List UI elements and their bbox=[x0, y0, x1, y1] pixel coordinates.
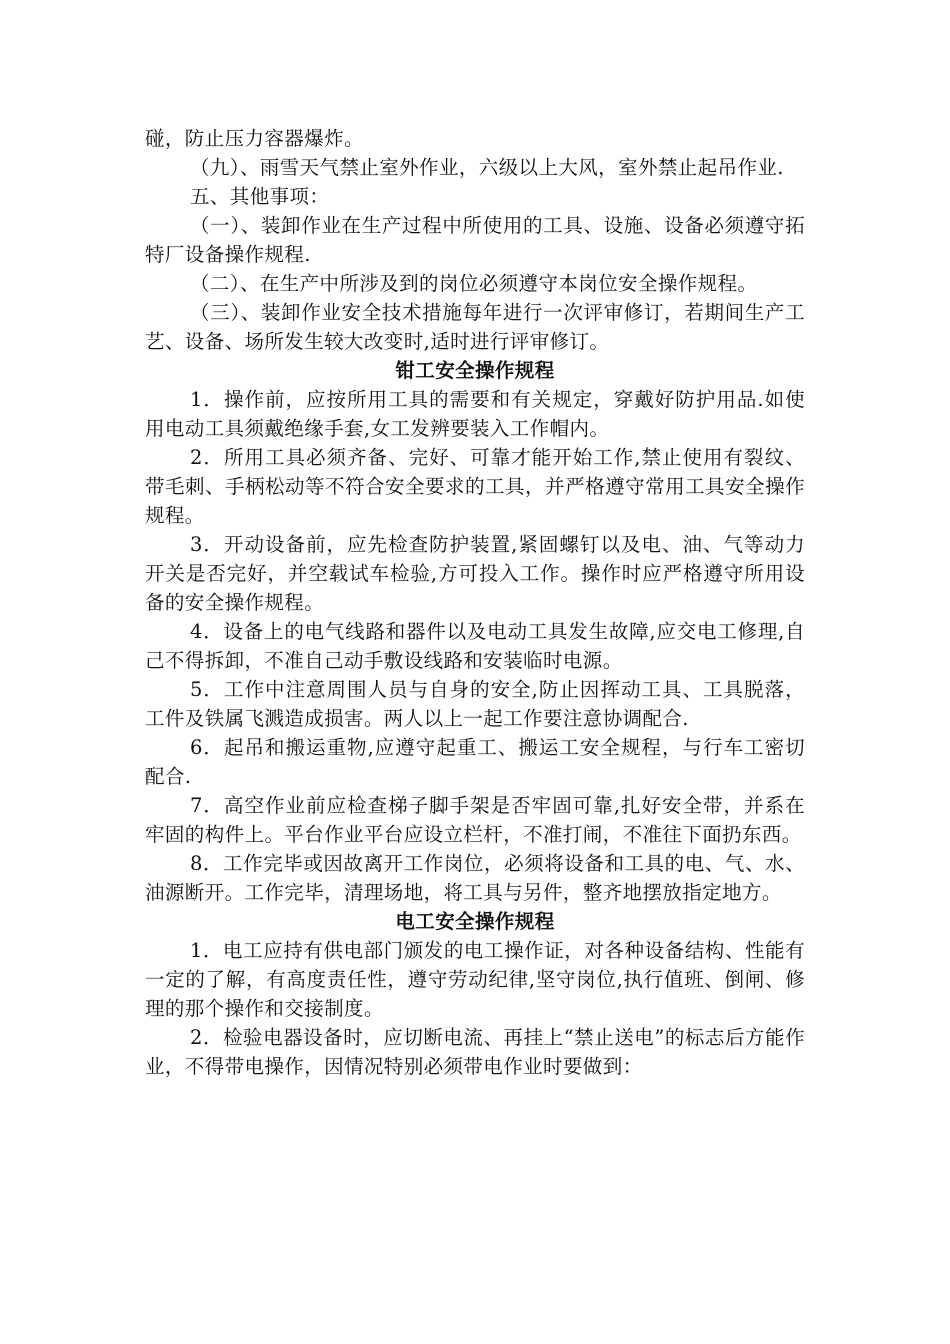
document-page bbox=[145, 124, 805, 1081]
paragraph: 1．操作前，应按所用工具的需要和有关规定，穿戴好防护用品.如使用电动工具须戴绝缘手套,女工发辨要装入工作帽内。 bbox=[145, 388, 805, 440]
section-heading-other-matters: 五、其他事项： bbox=[190, 185, 330, 208]
paragraph: （九）、雨雪天气禁止室外作业，六级以上大风，室外禁止起吊作业. bbox=[190, 156, 784, 179]
paragraph: 7．高空作业前应检查梯子脚手架是否牢固可靠,扎好安全带，并系在牢固的构件上。平台作业平台应设立栏杆，不准打闹，不准往下面扔东西。 bbox=[145, 794, 805, 846]
paragraph: （一）、装卸作业在生产过程中所使用的工具、设施、设备必须遵守拓特厂设备操作规程. bbox=[145, 214, 805, 266]
paragraph: （二）、在生产中所涉及到的岗位必须遵守本岗位安全操作规程。 bbox=[190, 272, 758, 295]
paragraph: 1．电工应持有供电部门颁发的电工操作证，对各种设备结构、性能有一定的了解，有高度责任性，遵守劳动纪律,坚守岗位,执行值班、倒闸、修理的那个操作和交接制度。 bbox=[145, 939, 805, 1020]
paragraph: （三）、装卸作业安全技术措施每年进行一次评审修订，若期间生产工艺、设备、场所发生较大改变时,适时进行评审修订。 bbox=[145, 301, 805, 353]
paragraph: 2．所用工具必须齐备、完好、可靠才能开始工作,禁止使用有裂纹、带毛刺、手柄松动等不符合安全要求的工具，并严格遵守常用工具安全操作规程。 bbox=[145, 446, 805, 527]
paragraph: 6．起吊和搬运重物,应遵守起重工、搬运工安全规程，与行车工密切配合. bbox=[145, 736, 805, 788]
heading-electrician-safety-rules: 电工安全操作规程 bbox=[395, 910, 555, 933]
paragraph: 8．工作完毕或因故离开工作岗位，必须将设备和工具的电、气、水、油源断开。工作完毕，清理场地，将工具与另件，整齐地摆放指定地方。 bbox=[145, 852, 805, 904]
paragraph: 3．开动设备前，应先检查防护装置,紧固螺钉以及电、油、气等动力开关是否完好，并空载试车检验,方可投入工作。操作时应严格遵守所用设备的安全操作规程。 bbox=[145, 533, 805, 614]
paragraph: 碰，防止压力容器爆炸。 bbox=[145, 127, 364, 150]
paragraph: 2．检验电器设备时，应切断电流、再挂上“禁止送电”的标志后方能作业，不得带电操作，因情况特别必须带电作业时要做到： bbox=[145, 1026, 805, 1078]
paragraph: 5．工作中注意周围人员与自身的安全,防止因挥动工具、工具脱落，工件及铁属飞溅造成损害。两人以上一起工作要注意协调配合. bbox=[145, 678, 805, 730]
paragraph: 4．设备上的电气线路和器件以及电动工具发生故障,应交电工修理,自己不得拆卸，不准自己动手敷设线路和安装临时电源。 bbox=[145, 620, 805, 672]
heading-fitter-safety-rules: 钳工安全操作规程 bbox=[395, 359, 555, 382]
